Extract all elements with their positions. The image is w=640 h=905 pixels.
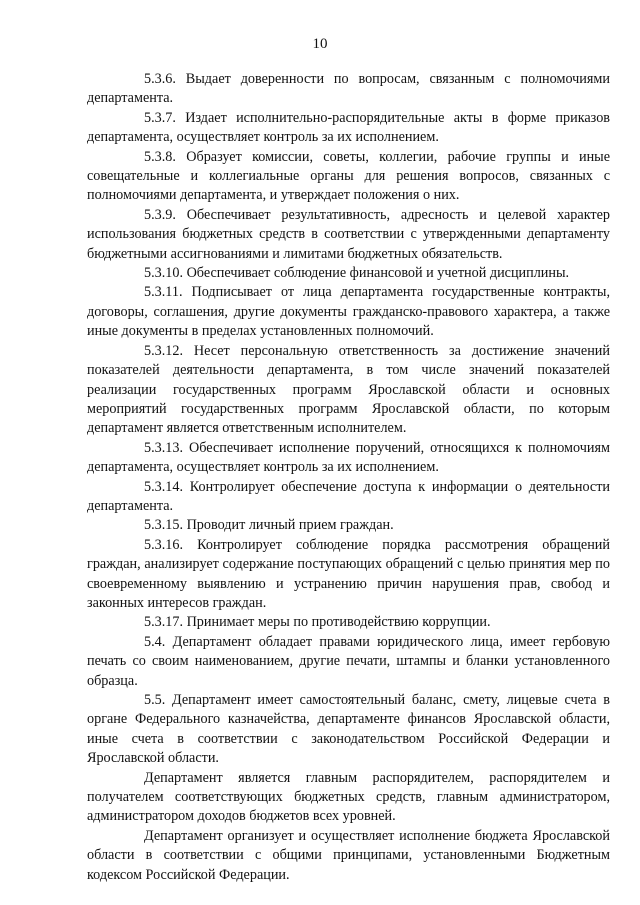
paragraph-5-3-15: 5.3.15. Проводит личный прием граждан. [144,517,394,534]
paragraph-5-3-12: 5.3.12. Несет персональную ответственность за достижение значений показателей деятельности департамента, в том числе значений показателей реализации государственных программ Ярославской области и основных мероприятий государственных программ Ярославской области, по которым департамент является ответственным исполнителем. [87,342,610,437]
paragraph-5-3-10: 5.3.10. Обеспечивает соблюдение финансовой и учетной дисциплины. [144,265,570,282]
paragraph-5-3-16: 5.3.16. Контролирует соблюдение порядка рассмотрения обращений граждан, анализирует содержание поступающих обращений с целью принятия мер по своевременному выявлению и устранению причин нарушения прав, свобод и законных интересов граждан. [87,536,610,611]
paragraph-5-5: 5.5. Департамент имеет самостоятельный баланс, смету, лицевые счета в органе Федерального казначейства, департаменте финансов Ярославской области, иные счета в соответствии с законодательством Российской Федерации и Ярославской области. [87,692,610,767]
document-body [87,70,610,885]
paragraph-5-3-13: 5.3.13. Обеспечивает исполнение поручений, относящихся к полномочиям департамента, осуществляет контроль за их исполнением. [87,439,610,476]
paragraph-5-4: 5.4. Департамент обладает правами юридического лица, имеет гербовую печать со своим наименованием, другие печати, штампы и бланки установленного образца. [87,633,610,689]
paragraph-budget-manager: Департамент является главным распорядителем, распорядителем и получателем соответствующих бюджетных средств, главным администратором, администратором доходов бюджетов всех уровней. [87,769,610,825]
paragraph-5-3-7: 5.3.7. Издает исполнительно-распорядительные акты в форме приказов департамента, осуществляет контроль за их исполнением. [87,109,610,146]
paragraph-5-3-9: 5.3.9. Обеспечивает результативность, адресность и целевой характер использования бюджетных средств в соответствии с утвержденными департаменту бюджетными ассигнованиями и лимитами бюджетных обязательств. [87,206,610,262]
paragraph-5-3-14: 5.3.14. Контролирует обеспечение доступа к информации о деятельности департамента. [87,478,610,514]
page-number: 10 [312,36,328,52]
paragraph-5-3-6: 5.3.6. Выдает доверенности по вопросам, связанным с полномочиями департамента. [87,71,610,107]
paragraph-5-3-8: 5.3.8. Образует комиссии, советы, коллегии, рабочие группы и иные совещательные и коллегиальные органы для решения вопросов, связанных с полномочиями департамента, и утверждает положения о них. [87,148,610,204]
paragraph-budget-execution: Департамент организует и осуществляет исполнение бюджета Ярославской области в соответствии с общими принципами, установленными Бюджетным кодексом Российской Федерации. [87,827,610,883]
paragraph-5-3-17: 5.3.17. Принимает меры по противодействию коррупции. [144,614,491,631]
paragraph-5-3-11: 5.3.11. Подписывает от лица департамента государственные контракты, договоры, соглашения, другие документы гражданско-правового характера, а также иные документы в пределах установленных полномочий. [87,284,610,340]
